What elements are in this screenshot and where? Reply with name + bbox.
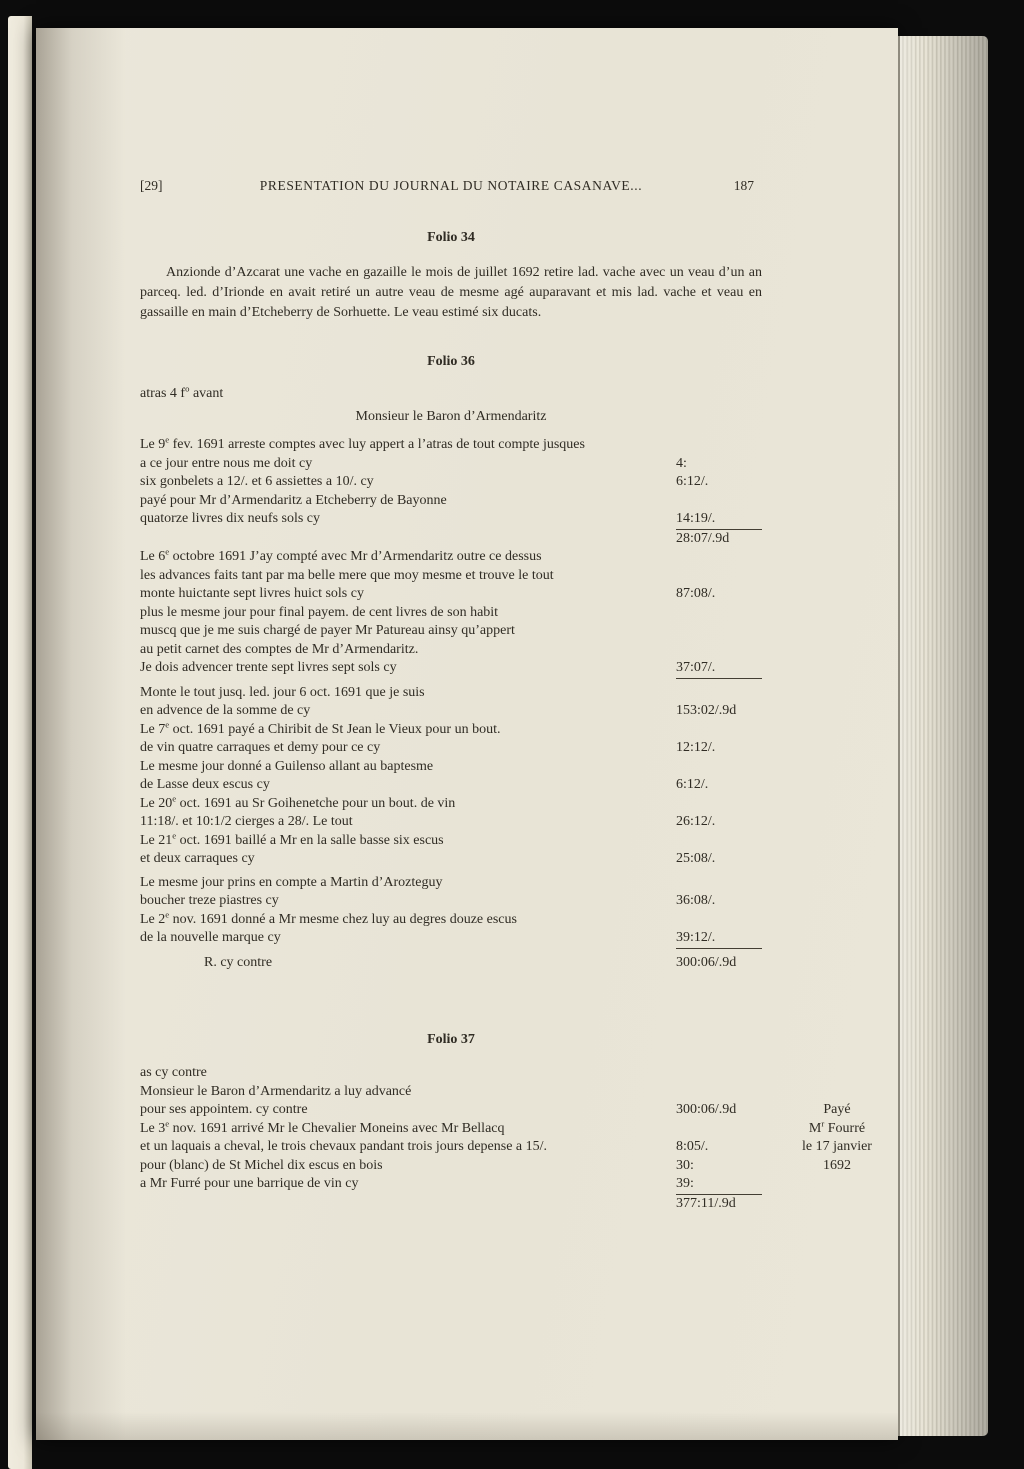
entry-amount xyxy=(676,1120,762,1139)
entry-text: Le 3e nov. 1691 arrivé Mr le Chevalier Moneins avec Mr Bellacq xyxy=(140,1117,505,1136)
book-page xyxy=(36,28,898,1440)
entry-amount: 12:12/. xyxy=(676,740,716,755)
entry-text xyxy=(140,530,676,549)
entry-amount: 87:08/. xyxy=(676,586,716,601)
ledger-row xyxy=(140,874,762,893)
entry-text: en advence de la somme de cy xyxy=(140,703,311,718)
ledger-row xyxy=(140,641,762,660)
entry-amount: 36:08/. xyxy=(676,893,716,908)
ledger-row xyxy=(140,510,762,530)
entry-text: Le 7e oct. 1691 payé a Chiribit de St Jean le Vieux pour un bout. xyxy=(140,718,501,737)
margin-note: 1692 xyxy=(823,1157,851,1173)
article-number: [29] xyxy=(140,178,163,193)
folio-34-heading: Folio 34 xyxy=(427,230,475,245)
ledger-row xyxy=(140,492,762,511)
entry-amount xyxy=(676,567,762,586)
entry-text: 11:18/. et 10:1/2 cierges a 28/. Le tout xyxy=(140,814,353,829)
margin-note: $M^r$ Fourré xyxy=(808,1117,866,1136)
entry-amount: 6:12/. xyxy=(676,777,709,792)
ledger-row xyxy=(140,548,762,567)
entry-text: as cy contre xyxy=(140,1065,207,1080)
entry-amount xyxy=(676,684,762,703)
entry-amount xyxy=(676,1083,762,1102)
entry-amount xyxy=(676,795,762,814)
facing-page-edge xyxy=(8,16,32,1469)
entry-amount xyxy=(676,622,762,641)
folio-36-heading: Folio 36 xyxy=(427,354,475,369)
entry-amount xyxy=(676,832,762,851)
account-subtitle: Monsieur le Baron d’Armendaritz xyxy=(355,408,547,424)
ledger-row xyxy=(140,1138,872,1157)
running-title: PRESENTATION DU JOURNAL DU NOTAIRE CASANAVE... xyxy=(259,178,643,193)
entry-text: Monsieur le Baron d’Armendaritz a luy advancé xyxy=(140,1083,412,1099)
entry-text: Le 21e oct. 1691 baillé a Mr en la salle basse six escus xyxy=(140,829,444,848)
ledger-row xyxy=(140,1195,762,1214)
entry-text: les advances faits tant par ma belle mere que moy mesme et trouve le tout xyxy=(140,567,554,583)
ledger-row xyxy=(140,758,762,777)
ledger-row xyxy=(140,908,762,930)
ledger-row xyxy=(140,718,762,740)
ledger-row xyxy=(140,813,762,832)
entry-amount: 377:11/.9d xyxy=(676,1195,736,1211)
ledger-row xyxy=(140,792,762,814)
entry-text: Le mesme jour prins en compte a Martin d’Arozteguy xyxy=(140,874,443,890)
entry-text: Le 9e fev. 1691 arreste comptes avec luy appert a l’atras de tout compte jusques xyxy=(140,434,585,452)
entry-text: a ce jour entre nous me doit cy xyxy=(140,455,313,471)
ledger-row xyxy=(140,473,762,492)
entry-amount xyxy=(676,721,762,740)
page-header xyxy=(140,178,762,194)
entry-text: Monte le tout jusq. led. jour 6 oct. 1691 que je suis xyxy=(140,684,425,700)
entry-text: Le 2e nov. 1691 donné a Mr mesme chez luy au degres douze escus xyxy=(140,908,517,927)
entry-amount xyxy=(676,548,762,567)
entry-text: boucher treze piastres cy xyxy=(140,893,279,908)
entry-text: Je dois advencer trente sept livres sept sols cy xyxy=(140,660,397,675)
section-folio-37 xyxy=(140,1032,872,1213)
ledger-row xyxy=(140,776,762,795)
margin-note: le 17 janvier xyxy=(802,1139,872,1154)
ledger-row xyxy=(140,436,762,455)
page-number: 187 xyxy=(733,178,754,193)
entry-text: monte huictante sept livres huict sols cy xyxy=(140,586,364,601)
ledger-row xyxy=(140,739,762,758)
entry-amount: 153:02/.9d xyxy=(676,703,737,718)
entry-amount: 300:06/.9d xyxy=(676,1102,737,1117)
ledger-row xyxy=(140,1064,762,1083)
page-edges-stack xyxy=(898,36,988,1436)
entry-amount: 39:12/. xyxy=(676,929,762,949)
entry-text: et un laquais a cheval, le trois chevaux pandant trois jours depense a 15/. xyxy=(140,1139,548,1154)
gutter-shadow xyxy=(36,28,126,1440)
ledger-row xyxy=(140,929,762,949)
atras-note: atras 4 $f^o$ avant xyxy=(140,383,224,401)
entry-amount xyxy=(676,1064,762,1083)
folio-34-paragraph: Anzionde d’Azcarat une vache en gazaille le mois de juillet 1692 retire lad. vache avec un veau d’un an parceq. led. d’Irionde en avait retiré un autre veau de mesme agé auparavant et mis lad. vache et veau en gassaille en main d’Etcheberry de Sorhuette. Le veau estimé six ducats. xyxy=(140,265,762,320)
entry-text xyxy=(140,1195,676,1214)
ledger-row xyxy=(140,1157,851,1176)
ledger-row xyxy=(140,684,762,703)
bottom-shade xyxy=(36,1412,898,1440)
ledger-row xyxy=(140,702,762,721)
entry-text: quatorze livres dix neufs sols cy xyxy=(140,511,321,526)
entry-amount xyxy=(676,641,762,660)
entry-amount xyxy=(676,874,762,893)
entry-text: Le mesme jour donné a Guilenso allant au baptesme xyxy=(140,758,434,774)
entry-amount: 4: xyxy=(676,455,687,471)
entry-text: Le 20e oct. 1691 au Sr Goihenetche pour un bout. de vin xyxy=(140,792,456,811)
entry-text: plus le mesme jour pour final payem. de cent livres de son habit xyxy=(140,604,499,620)
page-content xyxy=(140,178,872,1213)
entry-amount xyxy=(676,604,762,623)
entry-amount xyxy=(676,911,762,930)
entry-amount: 28:07/.9d xyxy=(676,530,730,546)
ledger-row xyxy=(140,567,762,586)
ledger-row xyxy=(140,604,762,623)
ledger-row xyxy=(140,455,762,474)
folio-36-ledger xyxy=(140,436,762,972)
section-folio-34 xyxy=(140,230,762,323)
entry-amount: 26:12/. xyxy=(676,814,716,829)
entry-amount: 25:08/. xyxy=(676,851,716,866)
ledger-row xyxy=(140,622,762,641)
entry-text: pour ses appointem. cy contre xyxy=(140,1102,308,1117)
entry-amount: 6:12/. xyxy=(676,474,709,489)
entry-text: muscq que je me suis chargé de payer Mr Patureau ainsy qu’appert xyxy=(140,623,515,638)
entry-amount xyxy=(676,758,762,777)
ledger-row xyxy=(140,850,762,869)
entry-amount: 8:05/. xyxy=(676,1139,709,1154)
entry-text: a Mr Furré pour une barrique de vin cy xyxy=(140,1176,359,1191)
ledger-row xyxy=(140,659,762,679)
ledger-row xyxy=(140,530,762,549)
entry-amount: 30: xyxy=(676,1157,694,1173)
entry-text: de Lasse deux escus cy xyxy=(140,777,270,792)
ledger-row xyxy=(140,892,762,911)
entry-amount: 39: xyxy=(676,1175,762,1195)
ledger-row xyxy=(140,1083,762,1102)
entry-text: de vin quatre carraques et demy pour ce cy xyxy=(140,740,381,755)
ledger-row xyxy=(140,585,762,604)
entry-text: six gonbelets a 12/. et 6 assiettes a 10/. cy xyxy=(140,474,374,489)
entry-amount: 300:06/.9d xyxy=(676,954,737,970)
ledger-row xyxy=(140,954,762,973)
entry-text: Le 6e octobre 1691 J’ay compté avec Mr d’Armendaritz outre ce dessus xyxy=(140,546,542,564)
folio-37-ledger xyxy=(140,1064,872,1213)
entry-text: pour (blanc) de St Michel dix escus en bois xyxy=(140,1157,383,1173)
entry-text: R. cy contre xyxy=(204,954,273,970)
entry-text: de la nouvelle marque cy xyxy=(140,930,281,945)
margin-note: Payé xyxy=(823,1102,851,1117)
entry-amount: 14:19/. xyxy=(676,510,762,530)
entry-text: payé pour Mr d’Armendaritz a Etcheberry de Bayonne xyxy=(140,492,447,508)
entry-amount xyxy=(676,436,762,455)
ledger-row xyxy=(140,1101,851,1120)
section-folio-36 xyxy=(140,354,762,972)
entry-amount xyxy=(676,492,762,511)
ledger-row xyxy=(140,1175,762,1195)
ledger-row xyxy=(140,829,762,851)
entry-text: et deux carraques cy xyxy=(140,851,255,866)
folio-37-heading: Folio 37 xyxy=(427,1032,475,1047)
entry-amount: 37:07/. xyxy=(676,659,762,679)
ledger-row xyxy=(140,1117,866,1139)
entry-text: au petit carnet des comptes de Mr d’Armendaritz. xyxy=(140,641,419,657)
